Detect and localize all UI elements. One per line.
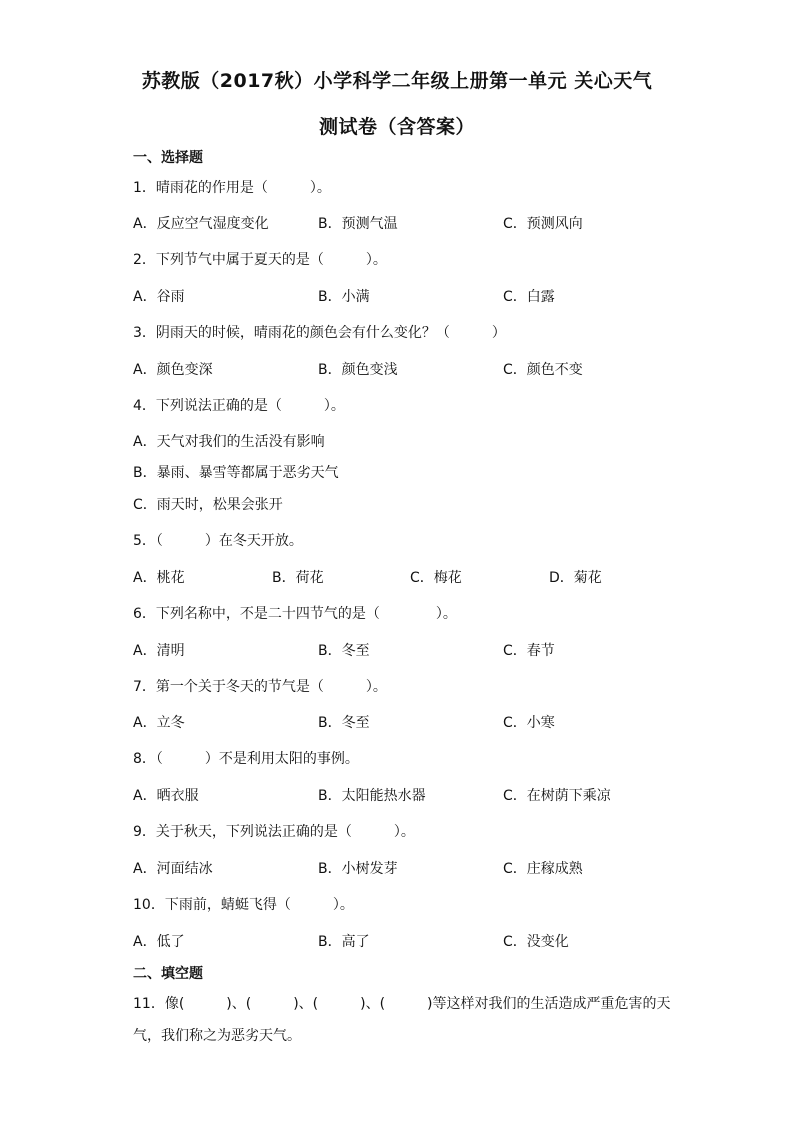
option-c: C．白露 — [503, 289, 555, 305]
worksheet-subtitle: 测试卷（含答案） — [318, 116, 475, 138]
question-stem: 10．下雨前，蜻蜓飞得（ ）。 — [133, 897, 354, 913]
option-c: C．没变化 — [503, 934, 569, 950]
option-b: B．冬至 — [318, 643, 370, 659]
question-stem: 7．第一个关于冬天的节气是（ ）。 — [133, 679, 387, 695]
question-stem: 9．关于秋天，下列说法正确的是（ ）。 — [133, 824, 415, 840]
question-stem: 4．下列说法正确的是（ ）。 — [133, 398, 345, 414]
option-c: C．预测风向 — [503, 216, 583, 232]
option-c: C．颜色不变 — [503, 362, 583, 378]
option-c: C．雨天时，松果会张开 — [133, 497, 283, 513]
option-a: A．低了 — [133, 934, 185, 950]
question-stem: 5．（ ）在冬天开放。 — [133, 533, 303, 549]
fill-question-line: 气，我们称之为恶劣天气。 — [133, 1028, 301, 1044]
option-a: A．天气对我们的生活没有影响 — [133, 434, 325, 450]
option-a: A．桃花 — [133, 570, 185, 586]
worksheet-title: 苏教版（2017秋）小学科学二年级上册第一单元 关心天气 — [141, 70, 653, 92]
option-a: A．晒衣服 — [133, 788, 199, 804]
question-stem: 6．下列名称中，不是二十四节气的是（ ）。 — [133, 606, 457, 622]
option-c: C．庄稼成熟 — [503, 861, 583, 877]
option-b: B．高了 — [318, 934, 370, 950]
option-c: C．小寒 — [503, 715, 555, 731]
option-b: B．颜色变浅 — [318, 362, 398, 378]
section-heading-fill-in: 二、填空题 — [133, 966, 203, 982]
option-b: B．太阳能热水器 — [318, 788, 426, 804]
option-a: A．反应空气湿度变化 — [133, 216, 269, 232]
question-stem: 8．（ ）不是利用太阳的事例。 — [133, 751, 359, 767]
option-a: A．清明 — [133, 643, 185, 659]
option-a: A．河面结冰 — [133, 861, 213, 877]
question-stem: 2．下列节气中属于夏天的是（ ）。 — [133, 252, 387, 268]
option-a: A．谷雨 — [133, 289, 185, 305]
option-b: B．荷花 — [272, 570, 324, 586]
option-b: B．小树发芽 — [318, 861, 398, 877]
option-b: B．冬至 — [318, 715, 370, 731]
option-c: C．梅花 — [410, 570, 462, 586]
option-d: D．菊花 — [549, 570, 602, 586]
option-c: C．春节 — [503, 643, 555, 659]
option-a: A．颜色变深 — [133, 362, 213, 378]
question-stem: 3．阴雨天的时候，晴雨花的颜色会有什么变化？（ ） — [133, 325, 506, 341]
option-c: C．在树荫下乘凉 — [503, 788, 611, 804]
option-b: B．预测气温 — [318, 216, 398, 232]
question-stem: 1．晴雨花的作用是（ ）。 — [133, 180, 331, 196]
option-b: B．小满 — [318, 289, 370, 305]
option-a: A．立冬 — [133, 715, 185, 731]
fill-question-line: 11．像( )、( )、( )、( )等这样对我们的生活造成严重危害的天 — [133, 996, 671, 1012]
section-heading-choice: 一、选择题 — [133, 150, 203, 166]
option-b: B．暴雨、暴雪等都属于恶劣天气 — [133, 465, 339, 481]
